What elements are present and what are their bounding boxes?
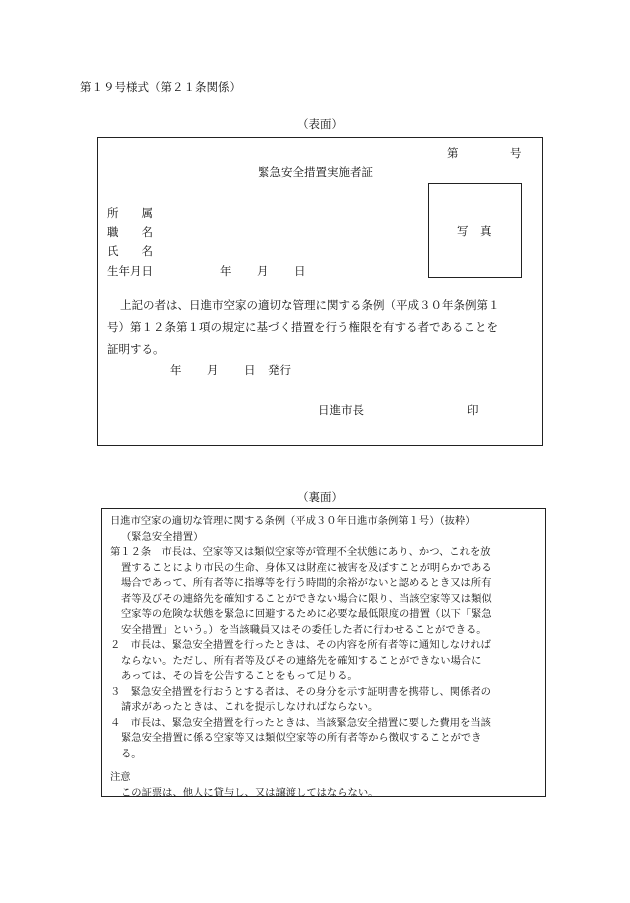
- seal-mark: 印: [467, 403, 479, 417]
- issue-month: 月: [207, 363, 219, 377]
- article-line: ならない。ただし、所有者等及びその連絡先を確知することができない場合に: [121, 655, 482, 667]
- field-affiliation: 所 属: [107, 206, 153, 220]
- birth-month: 月: [257, 264, 269, 278]
- birth-day: 日: [294, 264, 306, 278]
- article-line: 場合であって、所有者等に指導等を行う時間的余裕がないと認めるとき又は所有: [121, 577, 492, 589]
- issue-year: 年: [170, 363, 182, 377]
- field-birthdate: 生年月日: [107, 264, 153, 278]
- back-heading: （裏面）: [297, 490, 343, 504]
- card-title: 緊急安全措置実施者証: [258, 165, 373, 179]
- birth-year: 年: [220, 264, 232, 278]
- article-caption: （緊急安全措置）: [121, 531, 204, 543]
- mayor-title: 日進市長: [318, 403, 364, 417]
- note-text: この証票は、他人に貸与し、又は譲渡してはならない。: [121, 787, 379, 799]
- cert-line-3: 証明する。: [107, 342, 165, 356]
- article-line: る。: [121, 748, 142, 760]
- article-line: あっては、その旨を公告することをもって足りる。: [121, 670, 358, 682]
- number-prefix: 第: [447, 146, 459, 160]
- ordinance-title: 日進市空家の適切な管理に関する条例（平成３０年日進市条例第１号）（抜粋）: [110, 515, 476, 527]
- number-suffix: 号: [510, 146, 522, 160]
- article-line: ４ 市長は、緊急安全措置を行ったときは、当該緊急安全措置に要した費用を当該: [110, 717, 491, 729]
- article-line: 空家等の危険な状態を緊急に回避するために必要な最低限度の措置（以下「緊急: [121, 608, 492, 620]
- issue-label: 発行: [268, 363, 291, 377]
- photo-label: 写 真: [457, 224, 492, 238]
- article-line: 安全措置」という。）を当該職員又はその委任した者に行わせることができる。: [121, 624, 487, 636]
- article-line: 請求があったときは、これを提示しなければならない。: [121, 701, 379, 713]
- front-heading: （表面）: [297, 117, 343, 131]
- cert-line-2: 号）第１２条第１項の規定に基づく措置を行う権限を有する者であることを: [107, 320, 498, 334]
- article-line: 者等及びその連絡先を確知することができない場合に限り、当該空家等又は類似: [121, 593, 492, 605]
- article-line: ２ 市長は、緊急安全措置を行ったときは、その内容を所有者等に通知しなければ: [110, 639, 491, 651]
- article-line: 置することにより市民の生命、身体又は財産に被害を及ぼすことが明らかである: [121, 562, 492, 574]
- form-number: 第１９号様式（第２１条関係）: [80, 80, 241, 94]
- cert-line-1: 上記の者は、日進市空家の適切な管理に関する条例（平成３０年条例第１: [120, 298, 500, 312]
- field-name: 氏 名: [107, 244, 153, 258]
- note-label: 注意: [110, 771, 131, 783]
- article-line: 第１２条 市長は、空家等又は類似空家等が管理不全状態にあり、かつ、これを放: [110, 546, 491, 558]
- article-line: 緊急安全措置に係る空家等又は類似空家等の所有者等から徴収することができ: [121, 732, 482, 744]
- issue-day: 日: [244, 363, 256, 377]
- article-line: ３ 緊急安全措置を行おうとする者は、その身分を示す証明書を携帯し、関係者の: [110, 686, 491, 698]
- field-position: 職 名: [107, 225, 153, 239]
